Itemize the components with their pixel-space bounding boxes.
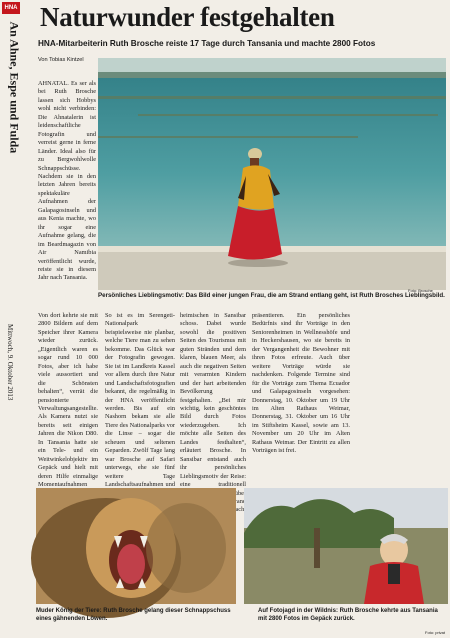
newspaper-logo: HNA [2, 2, 20, 14]
safari-photo-credit: Foto: privat [425, 630, 446, 635]
photo-yawning-lion [36, 488, 236, 604]
article-column-4: präsentieren. Ein persönliches Bedürfnis sind ihr Vorträge in den Seniorenheimen in Wellnesshöfe und in Heckershausen, wo sie bereits in der Vergangenheit die Bewohner mit ihren Fotos erfreute. Auch über weitere Vorträge würde sie nachdenken. Folgende Termine sind für die Vorträge zum Thema Ecuador und Galapagosinseln vorgesehen: Donnerstag, 10. Oktober um 19 Uhr im Alten Rathaus Weimar, Donnerstag, 31. Oktober um 16 Uhr im Stiftsheim Kassel, sowie am 13. November um 20 Uhr im Alten Rathaus Weimar. Der Eintritt zu allen Vorträgen ist frei. [252, 312, 350, 455]
date-strip [0, 320, 22, 520]
safari-photo-caption: Auf Fotojagd in der Wildnis: Ruth Brosche kehrte aus Tansania mit 2800 Fotos im Gepäck zurück. [258, 608, 438, 622]
article-column-3: heimischen in Sansibar schoss. Dabei wurde sowohl die positiven Seiten des Tourismus mit guten Stränden und dem klaren, blauen Meer, als auch die negativen Seiten mit verarmten Kindern und der hart arbeitenden Bevölkerung festgehalten. „Bei mir wichtig, kein geschöntes Bild durch Fotos wiederzugeben. Ich möchte alle Seiten des Landes festhalten“, erläutert Brosche. In Sansibar entstand auch ihr persönliches Lieblingsmotiv der Reise: eine traditionell über macht [180, 312, 246, 514]
main-photo-credit: Foto: Brosche [408, 288, 433, 293]
region-name: An Ahne, Espe und Fulda [7, 21, 22, 154]
article-headline: Naturwunder festgehalten [40, 2, 335, 32]
lion-photo-caption: Muder König der Tiere: Ruth Brosche gelang dieser Schnappschuss eines gähnenden Löwen. [36, 608, 231, 622]
article-subheadline: HNA-Mitarbeiterin Ruth Brosche reiste 17 Tage durch Tansania und machte 2800 Fotos [38, 39, 376, 48]
article-column-2: So ist es im Serengeti-Nationalpark beispielsweise nie planbar, welche Tiere man zu sehen bekomme. Das Glück war der Fotografin gewogen. Sie ist im Landkreis Kassel vor allem durch ihre Natur und Landschaftsfotografien bekannt, die regelmäßig in der HNA veröffentlicht werden. Bis auf ein Nashorn bekam sie alle Tiere des Nationalparks vor die Linse – sogar die scheuen und seltenen Geparden. Zwölf Tage lang war Brosche auf Safari unterwegs, ehe sie fünf weitere Tage Landschaftsaufnahmen und [105, 312, 175, 489]
article-column-1: Von dort kehrte sie mit 2800 Bildern auf dem Speicher ihrer Kamera wieder zurück. „Eigentlich waren es sogar rund 10 000 Fotos, aber ich habe viele aussortiert und die Schönsten behalten“, verrät die pensionierte Verwaltungsangestellte. Als Kamera nutzt sie bereits seit einigen Jahren die Nikon D80. In Tansania hatte sie ein Tele- und ein Weitwinkelobjektiv im Gepäck und hielt mit deren Hilfe einmalige Momentaufnahmen [38, 312, 98, 489]
photo-ruth-brosche-safari [244, 488, 448, 604]
issue-date: Mittwoch, 9. Oktober 2013 [6, 324, 14, 401]
main-photo-caption: Persönliches Lieblingsmotiv: Das Bild einer jungen Frau, die am Strand entlang geht, ist Ruth Brosches Lieblingsbild. [98, 292, 445, 299]
author-byline: Von Tobias Kintzel [38, 57, 84, 63]
main-photo-woman-on-beach [98, 58, 446, 290]
lead-paragraph: AHNATAL. Es ser als bei Ruth Brosche lassen sich Hobbys wohl nicht verbinden: Die Ahnatalerin ist leidenschaftliche Fotografin und verreist gerne in ferne Länder. Ideal also für zu Bergwohlwolle Schnappschüsse. Nachdem sie in den letzten Jahren bereits spektakuläre Aufnahmen der Galapagosinseln und aus Kenia machte, wo ihr sogar eine Aufnahme gelang, die im Beardmagazin von Air Namibia veröffentlicht wurde, reiste sie in diesem Jahr nach Tansania. [38, 80, 96, 282]
region-strip [0, 20, 22, 230]
